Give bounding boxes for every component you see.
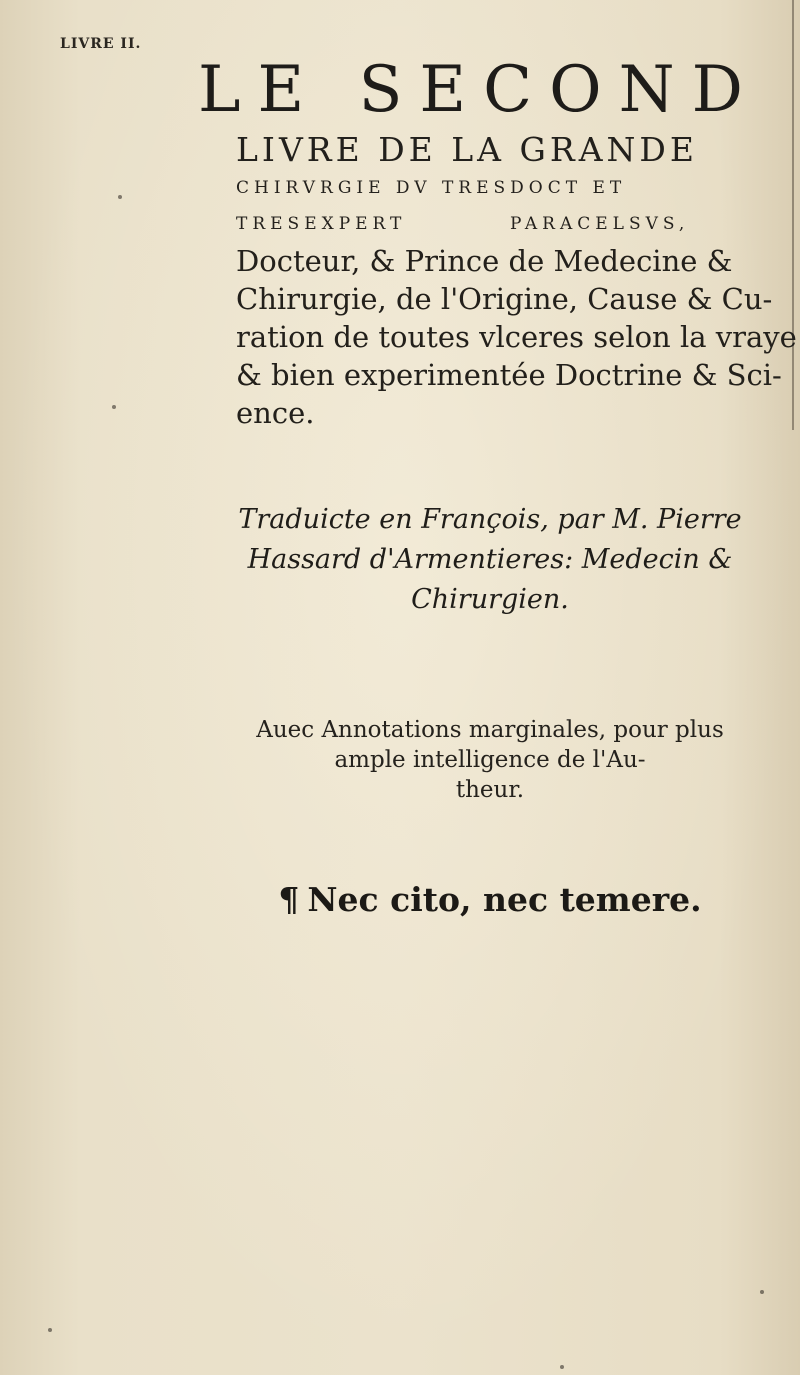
title-subtitle: LIVRE DE LA GRANDE bbox=[236, 130, 698, 169]
translator-line: Traduicte en François, par M. Pierre bbox=[238, 504, 742, 535]
description-line: Docteur, & Prince de Medecine & bbox=[236, 244, 733, 278]
description-line: & bien experimentée Doctrine & Sci- bbox=[236, 358, 782, 392]
title-caps-line-1: CHIRVRGIE DV TRESDOCT ET bbox=[236, 178, 627, 198]
annotation-line: Auec Annotations marginales, pour plus bbox=[256, 717, 724, 743]
title-description bbox=[236, 242, 797, 432]
ink-speck bbox=[112, 405, 116, 409]
description-line: ration de toutes vlceres selon la vraye bbox=[236, 320, 797, 354]
ink-speck bbox=[560, 1365, 564, 1369]
translator-line: Chirurgien. bbox=[411, 584, 569, 615]
motto-text: Nec cito, nec temere. bbox=[307, 880, 702, 919]
title-caps-line-2-left: TRESEXPERT bbox=[236, 214, 407, 234]
translator-line: Hassard d'Armentieres: Medecin & bbox=[247, 544, 733, 575]
annotation-line: theur. bbox=[455, 777, 525, 803]
page-edge-line bbox=[792, 0, 794, 430]
annotation-line: ample intelligence de l'Au- bbox=[334, 747, 646, 773]
running-head: LIVRE II. bbox=[60, 36, 142, 52]
annotation-note bbox=[200, 715, 780, 805]
title-main: LE SECOND bbox=[198, 53, 760, 127]
description-line: Chirurgie, de l'Origine, Cause & Cu- bbox=[236, 282, 773, 316]
ink-speck bbox=[118, 195, 122, 199]
ink-speck bbox=[760, 1290, 764, 1294]
description-line: ence. bbox=[236, 396, 315, 430]
translator-credit bbox=[200, 500, 780, 620]
motto bbox=[200, 880, 780, 919]
title-caps-line-2-right: PARACELSVS, bbox=[510, 214, 690, 234]
ink-speck bbox=[48, 1328, 52, 1332]
title-caps-line-2 bbox=[236, 214, 689, 234]
pilcrow-icon: ¶ bbox=[278, 880, 300, 919]
